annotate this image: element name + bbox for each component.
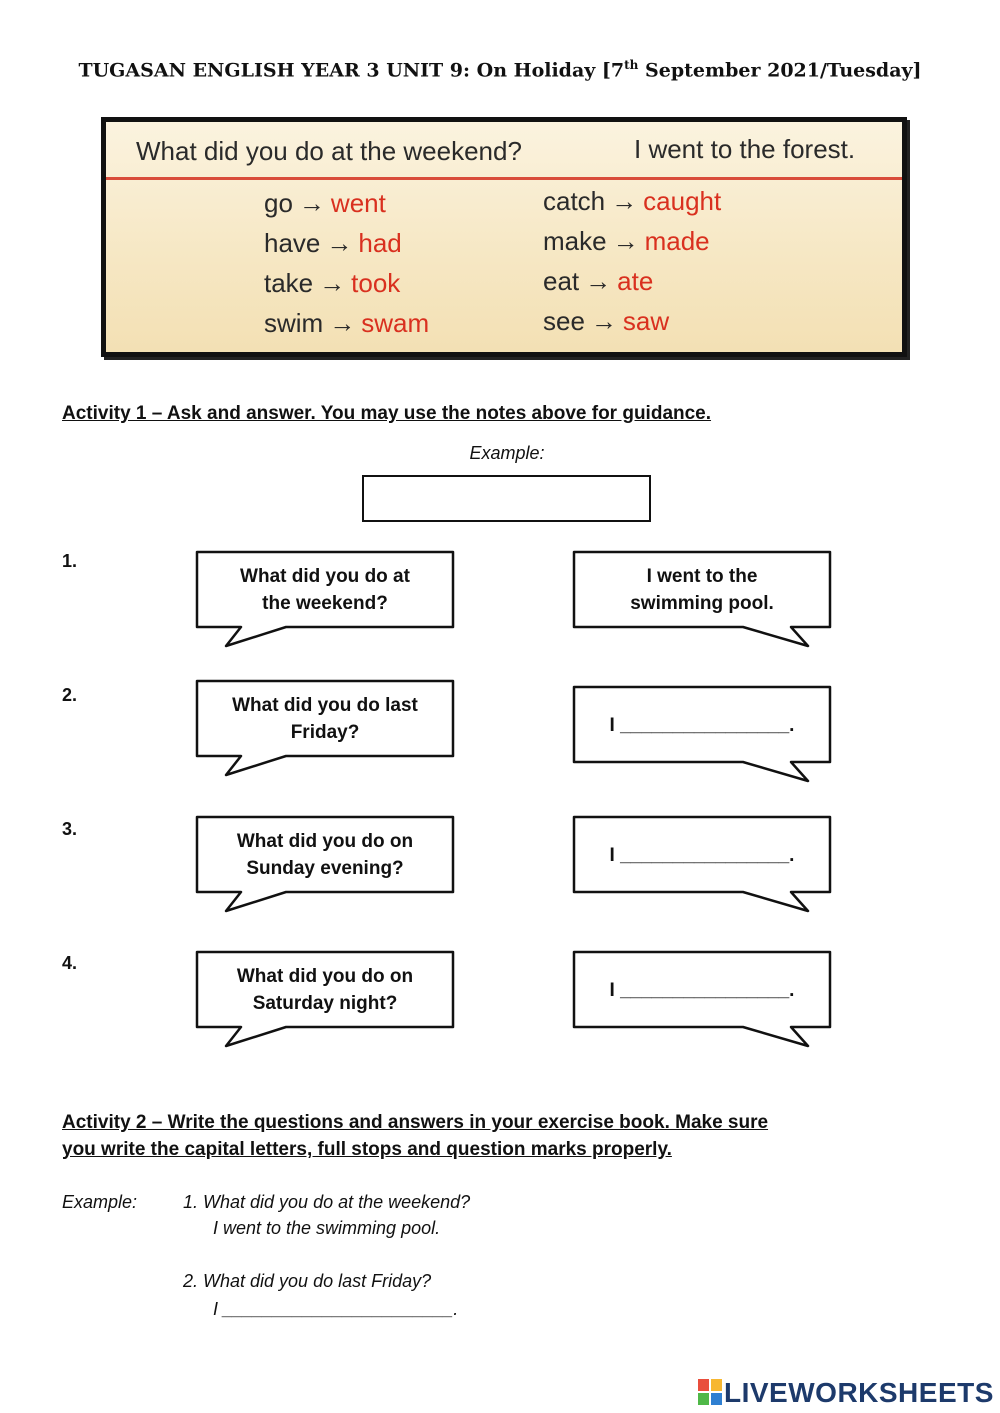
example-answer-blank[interactable]: I _______________________. — [213, 1299, 459, 1319]
arrow-icon: → — [590, 306, 617, 336]
arrow-icon: → — [611, 186, 638, 216]
arrow-icon: → — [326, 228, 353, 258]
page-title: TUGASAN ENGLISH YEAR 3 UNIT 9: On Holiday [7th September 2021/Tuesday] — [78, 58, 922, 82]
example-label: Example: — [62, 1192, 138, 1212]
example-question: 1. What did you do at the weekend? — [183, 1192, 471, 1212]
answer-blank[interactable]: I ________________. — [609, 715, 795, 736]
item-number: 2. — [62, 685, 78, 705]
example-question: 2. What did you do last Friday? — [183, 1271, 432, 1291]
activity1-heading: Activity 1 – Ask and answer. You may use the notes above for guidance. — [62, 403, 712, 424]
question-bubble: What did you do last Friday? — [196, 680, 454, 776]
question-bubble: What did you do on Sunday evening? — [196, 816, 454, 912]
question-bubble: What did you do at the weekend? — [196, 551, 454, 647]
verb-pair: make → made — [543, 226, 710, 256]
verb-pair: catch → caught — [543, 186, 722, 216]
liveworksheets-logo: LIVEWORKSHEETS — [698, 1377, 994, 1409]
answer-bubble: I went to the swimming pool. — [573, 551, 831, 647]
answer-blank[interactable]: I ________________. — [609, 980, 795, 1001]
liveworksheets-icon — [698, 1379, 722, 1405]
verb-pair: eat → ate — [543, 266, 654, 296]
item-number: 1. — [62, 551, 78, 571]
example-answer: I went to the swimming pool. — [213, 1218, 441, 1238]
arrow-icon: → — [612, 226, 639, 256]
grammar-notes-box — [101, 117, 907, 357]
verb-pair: have → had — [264, 228, 402, 258]
item-number: 3. — [62, 819, 78, 839]
verb-pair: swim → swam — [264, 308, 430, 338]
answer-bubble[interactable] — [573, 951, 831, 1047]
example-box — [362, 475, 651, 522]
answer-bubble[interactable] — [573, 816, 831, 912]
item-number: 4. — [62, 953, 78, 973]
answer-blank[interactable]: I ________________. — [609, 845, 795, 866]
verb-pair: see → saw — [543, 306, 670, 336]
arrow-icon: → — [319, 268, 346, 298]
grammar-answer: I went to the forest. — [634, 134, 856, 164]
grammar-question: What did you do at the weekend? — [136, 136, 522, 166]
verb-pair: go → went — [264, 188, 386, 218]
arrow-icon: → — [585, 266, 612, 296]
verb-pair: take → took — [264, 268, 401, 298]
example-label: Example: — [469, 443, 545, 463]
answer-bubble[interactable] — [573, 686, 831, 782]
activity2-heading: Activity 2 – Write the questions and answers in your exercise book. Make sure you write the capital letters, full stops and question marks properly. — [62, 1112, 769, 1160]
arrow-icon: → — [329, 308, 356, 338]
divider-line — [106, 177, 902, 180]
arrow-icon: → — [298, 188, 325, 218]
question-bubble: What did you do on Saturday night? — [196, 951, 454, 1047]
